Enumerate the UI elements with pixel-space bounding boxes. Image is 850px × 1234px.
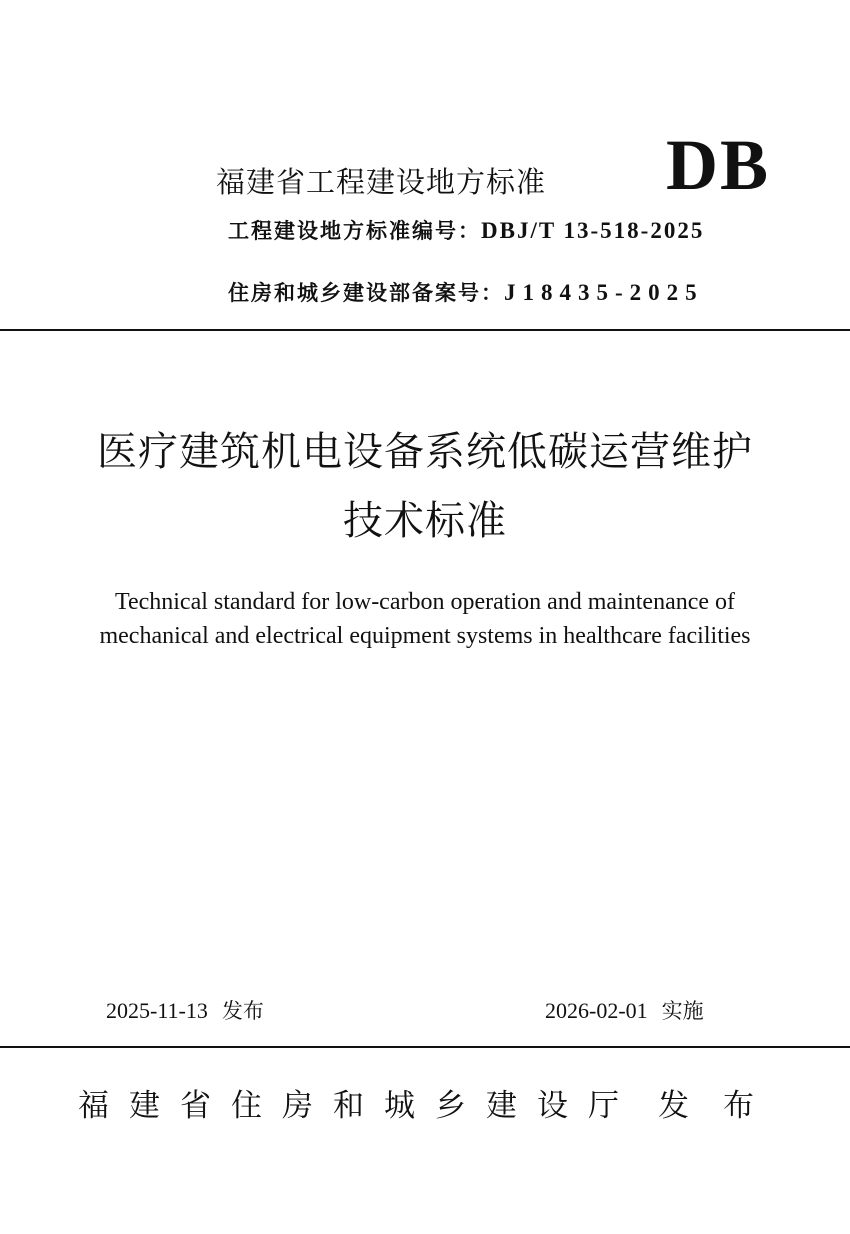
issue-date-row [106,995,264,1025]
record-number: J18435-2025 [504,280,704,305]
publisher: 福建省住房和城乡建设厅 [78,1088,639,1124]
standard-number-label: 工程建设地方标准编号： [228,219,481,243]
standard-number: DBJ/T 13-518-2025 [481,218,705,243]
record-number-row [228,277,704,307]
issue-label: 发布 [221,999,264,1023]
implementation-date: 2026-02-01 [545,998,648,1023]
top-divider [0,329,850,331]
implementation-date-row [545,995,704,1025]
db-mark: DB [666,125,771,205]
publish-label: 发布 [658,1088,788,1124]
title-line-2: 技术标准 [343,498,507,544]
issue-date: 2025-11-13 [106,998,208,1023]
title-line-1: 医疗建筑机电设备系统低碳运营维护 [97,429,753,475]
implementation-label: 实施 [661,999,704,1023]
standard-number-row [228,215,704,245]
standard-category: 福建省工程建设地方标准 [216,165,547,199]
bottom-divider [0,1046,850,1048]
record-number-label: 住房和城乡建设部备案号： [228,281,504,305]
english-title: Technical standard for low-carbon operation and maintenance of mechanical and electrical equipment systems in healthcare facilities [99,589,751,649]
